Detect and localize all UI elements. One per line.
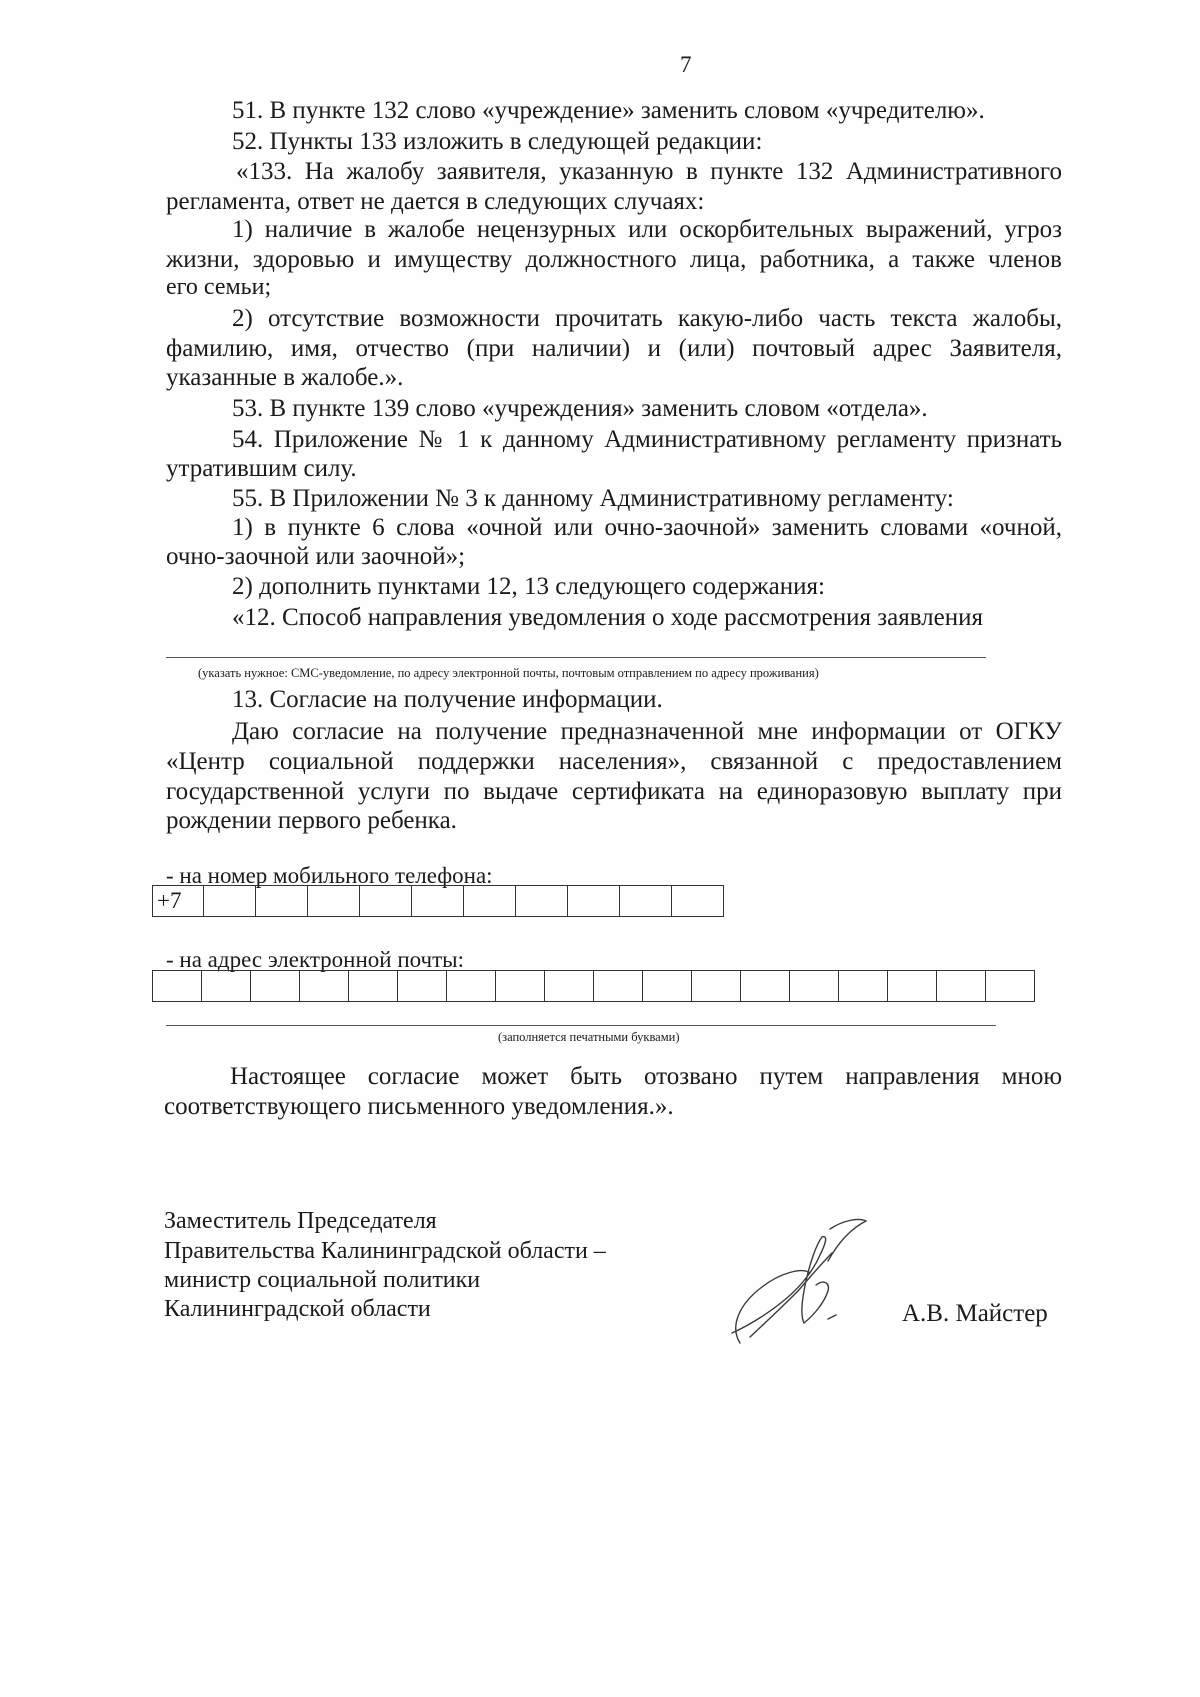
email-cell[interactable] [201,970,251,1002]
email-cell[interactable] [348,970,398,1002]
consent-line-3: государственной услуги по выдаче сертификата на единоразовую выплату при [166,778,1062,805]
email-cell[interactable] [544,970,594,1002]
email-cell[interactable] [446,970,496,1002]
phone-label: - на номер мобильного телефона: [166,863,493,888]
phone-cell[interactable] [619,885,672,917]
paragraph-51: 51. В пункте 132 слово «учреждение» заменить словом «учредителю». [232,97,985,124]
signer-position-1: Заместитель Председателя [164,1208,437,1234]
phone-cells [152,885,723,917]
email-cell[interactable] [152,970,202,1002]
signer-position-4: Калининградской области [164,1296,431,1322]
email-cell[interactable] [593,970,643,1002]
phone-cell[interactable] [255,885,308,917]
email-cells [152,970,1034,1002]
consent-line-1: Даю согласие на получение предназначенной мне информации от ОГКУ [232,718,1062,745]
email-cell[interactable] [936,970,986,1002]
email-cell[interactable] [887,970,937,1002]
email-cell[interactable] [985,970,1035,1002]
email-cell[interactable] [740,970,790,1002]
item-1-line-1: 1) в пункте 6 слова «очной или очно-заочной» заменить словами «очной, [232,514,1062,541]
phone-cell[interactable] [515,885,568,917]
handwritten-signature [710,1215,880,1350]
fill-in-line [166,657,986,658]
signer-position-3: министр социальной политики [164,1267,481,1293]
email-label: - на адрес электронной почты: [166,947,465,972]
item-2: 2) дополнить пунктами 12, 13 следующего содержания: [232,573,825,600]
phone-cell[interactable] [411,885,464,917]
case-1-line-3: его семьи; [166,274,272,300]
paragraph-55: 55. В Приложении № 3 к данному Административному регламенту: [232,485,954,512]
email-cell[interactable] [838,970,888,1002]
phone-cell[interactable] [567,885,620,917]
paragraph-53: 53. В пункте 139 слово «учреждения» заменить словом «отдела». [232,395,928,422]
phone-cell[interactable] [359,885,412,917]
phone-prefix-cell: +7 [152,885,204,917]
item-13-title: 13. Согласие на получение информации. [232,686,663,713]
email-cell[interactable] [397,970,447,1002]
revocation-line-2: соответствующего письменного уведомления.». [164,1093,674,1120]
email-cell[interactable] [250,970,300,1002]
case-2-line-2: фамилию, имя, отчество (при наличии) и (или) почтовый адрес Заявителя, [166,335,1062,362]
email-cell[interactable] [642,970,692,1002]
phone-cell[interactable] [307,885,360,917]
quote-133-line-2: регламента, ответ не дается в следующих случаях: [166,188,705,215]
note-choose-method: (указать нужное: СМС-уведомление, по адресу электронной почты, почтовым отправлением по адресу проживания) [198,666,819,680]
consent-line-2: «Центр социальной поддержки населения», связанной с предоставлением [166,748,1062,775]
phone-cell[interactable] [671,885,724,917]
case-1-line-2: жизни, здоровью и имуществу должностного лица, работника, а также членов [166,246,1062,273]
item-1-line-2: очно-заочной или заочной»; [166,543,466,570]
email-cell[interactable] [495,970,545,1002]
email-cell[interactable] [691,970,741,1002]
consent-line-4: рождении первого ребенка. [166,807,457,834]
email-cell[interactable] [789,970,839,1002]
email-fill-line [166,1025,996,1026]
case-2-line-1: 2) отсутствие возможности прочитать какую-либо часть текста жалобы, [232,305,1062,332]
page-number: 7 [680,52,692,77]
phone-cell[interactable] [463,885,516,917]
quote-133-line-1: «133. На жалобу заявителя, указанную в пункте 132 Административного [236,158,1062,185]
case-1-line-1: 1) наличие в жалобе нецензурных или оскорбительных выражений, угроз [232,216,1062,243]
phone-cell[interactable] [203,885,256,917]
signer-name: А.В. Майстер [902,1300,1048,1327]
signer-position-2: Правительства Калининградской области – [164,1238,606,1264]
email-cell[interactable] [299,970,349,1002]
paragraph-54-line-1: 54. Приложение № 1 к данному Административному регламенту признать [232,426,1062,453]
case-2-line-3: указанные в жалобе.». [166,364,404,391]
paragraph-52: 52. Пункты 133 изложить в следующей редакции: [232,128,763,155]
revocation-line-1: Настоящее согласие может быть отозвано путем направления мною [230,1063,1062,1090]
paragraph-54-line-2: утратившим силу. [166,455,357,482]
note-print-letters: (заполняется печатными буквами) [498,1030,680,1044]
item-12: «12. Способ направления уведомления о ходе рассмотрения заявления [232,604,984,631]
